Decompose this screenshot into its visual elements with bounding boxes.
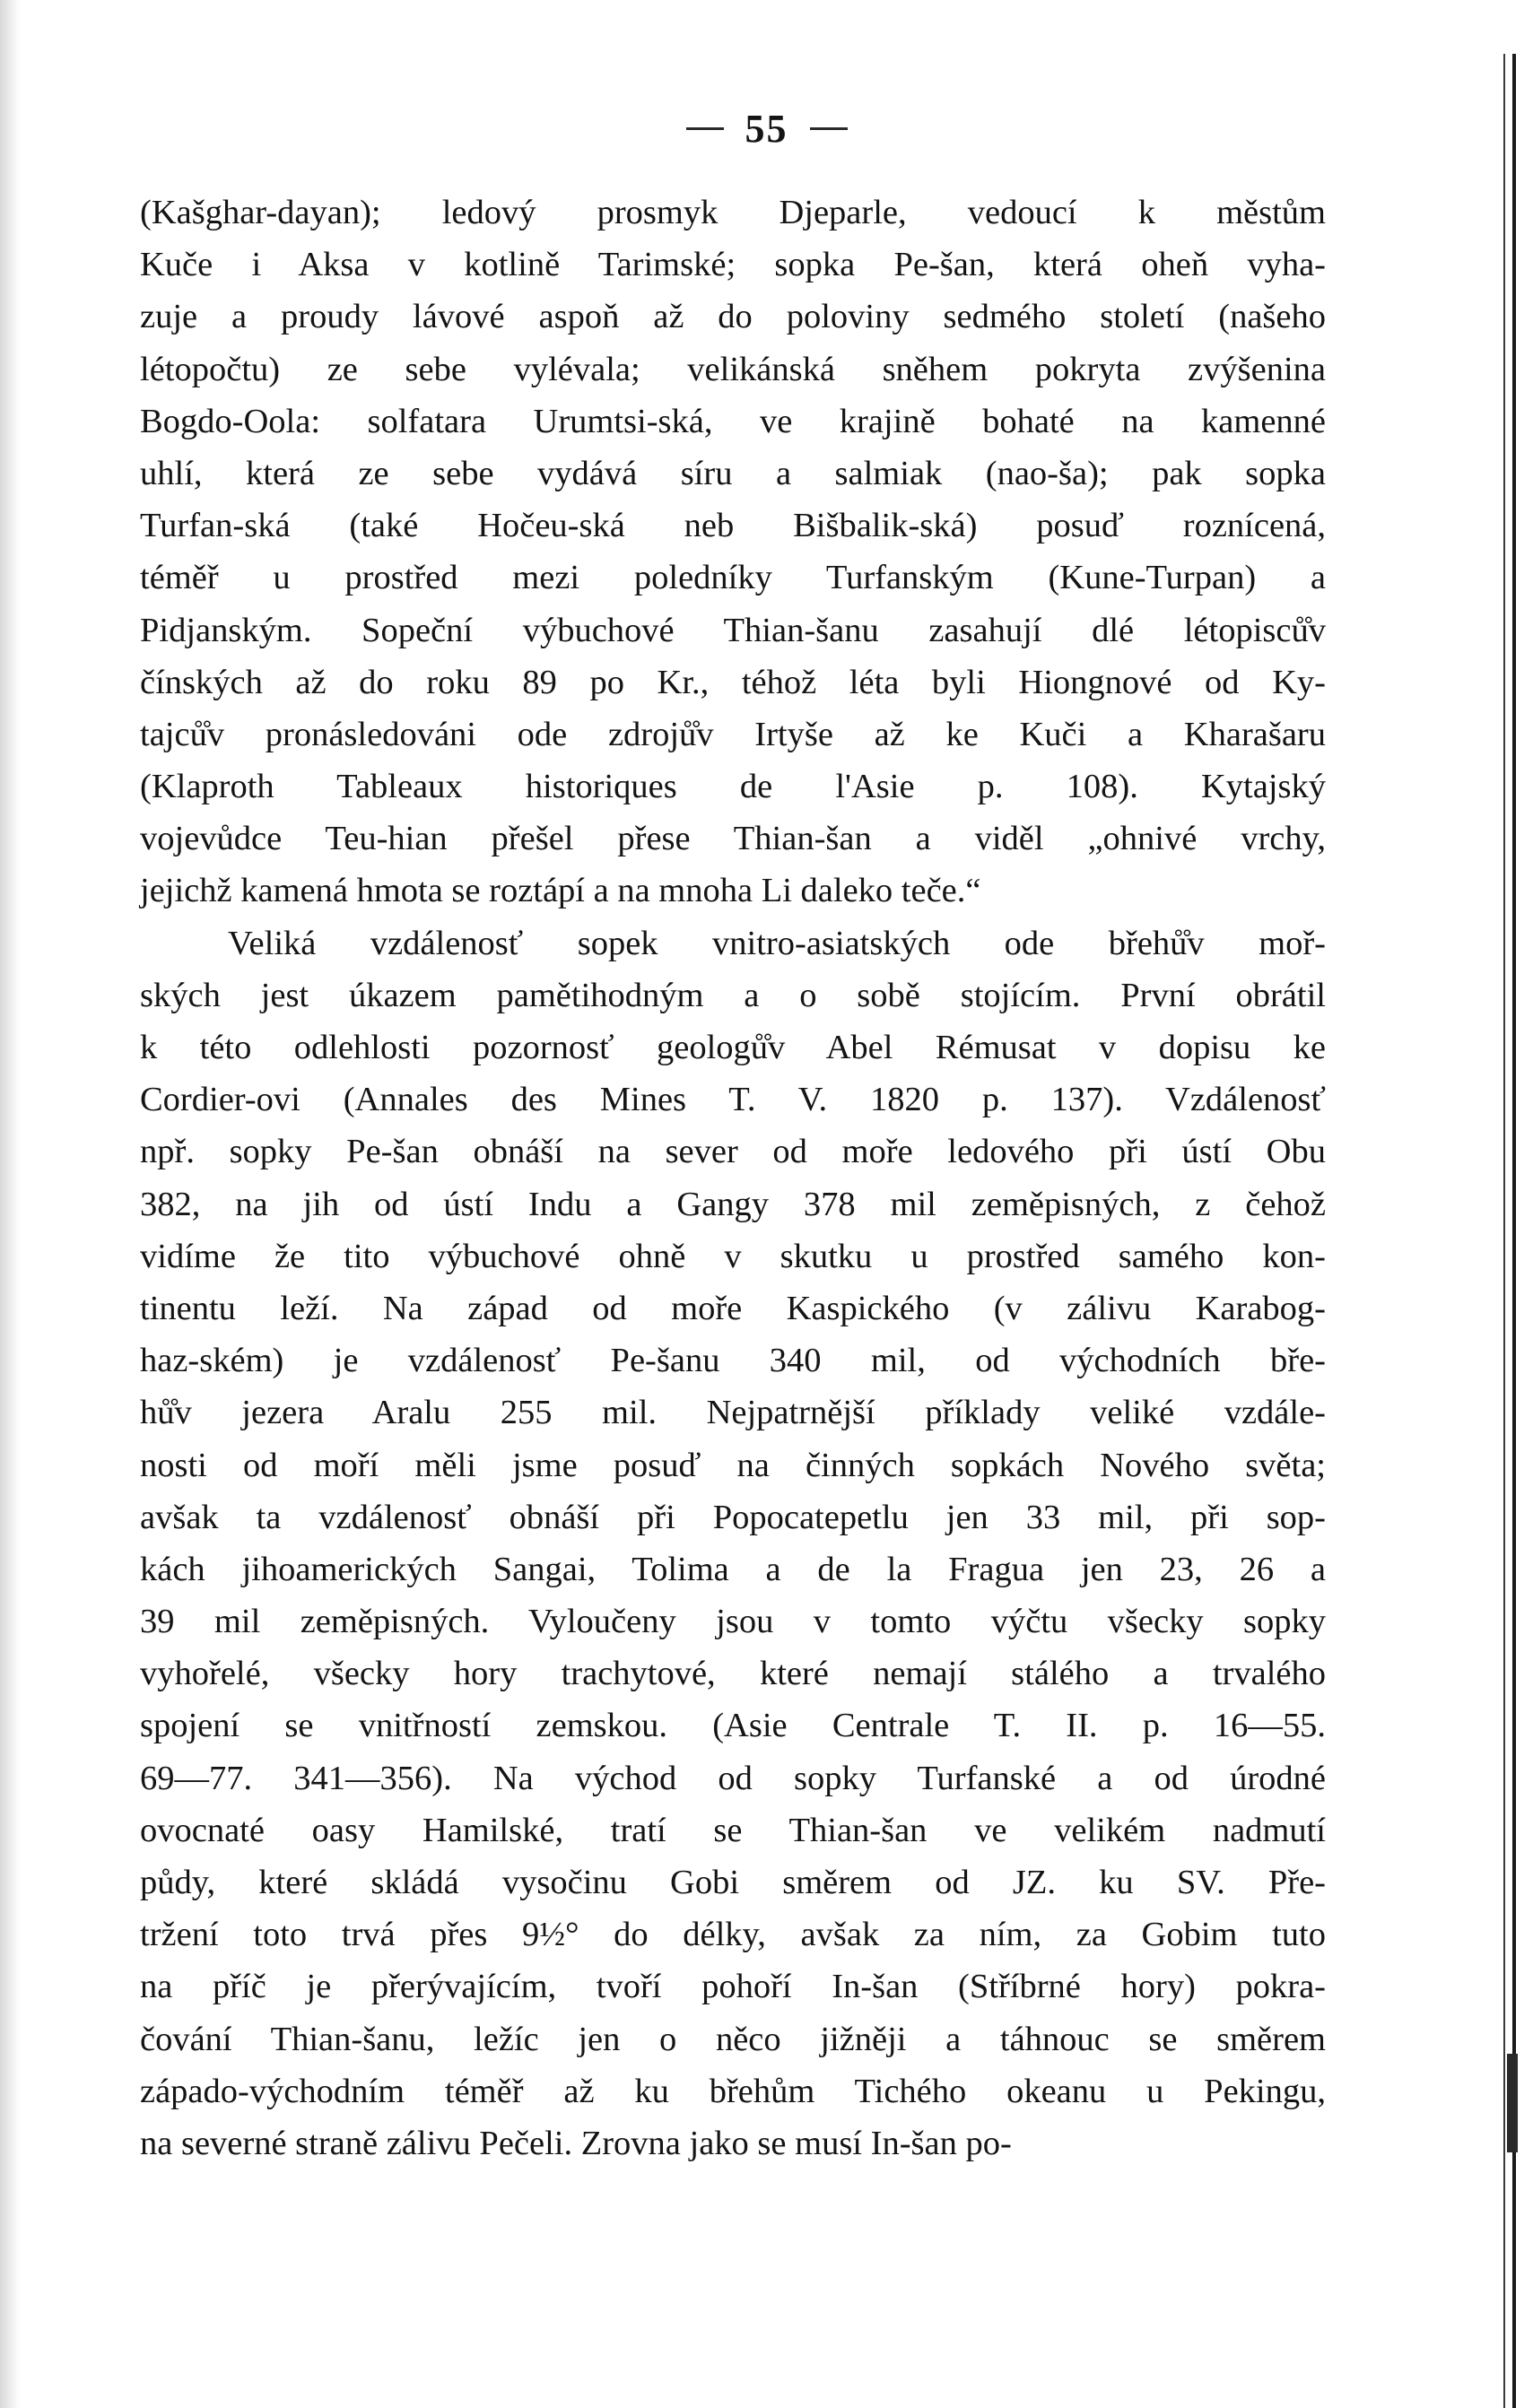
- text-line: npř. sopky Pe-šan obnáší na sever od moře ledového při ústí Obu: [140, 1133, 1326, 1171]
- text-line: čínských až do roku 89 po Kr., téhož léta byli Hiongnové od Ky-: [140, 663, 1326, 701]
- text-line: na severné straně zálivu Pečeli. Zrovna jako se musí In-šan po-: [140, 2124, 1012, 2162]
- page-header: [0, 106, 1533, 152]
- text-line: 382, na jih od ústí Indu a Gangy 378 mil zeměpisných, z čehož: [140, 1185, 1326, 1223]
- text-line: vojevůdce Teu-hian přešel přese Thian-šan a viděl „ohnivé vrchy,: [140, 820, 1326, 858]
- scan-edge-shadow: [0, 0, 20, 2408]
- text-line: uhlí, která ze sebe vydává síru a salmiak (nao-ša); pak sopka: [140, 454, 1326, 492]
- text-line: 39 mil zeměpisných. Vyloučeny jsou v tomto výčtu všecky sopky: [140, 1603, 1326, 1641]
- text-line: ských jest úkazem pamětihodným a o sobě stojícím. První obrátil: [140, 976, 1326, 1014]
- paragraph-1: [140, 187, 1326, 917]
- text-line: spojení se vnitřností zemskou. (Asie Centrale T. II. p. 16—55.: [140, 1707, 1326, 1745]
- text-line: čování Thian-šanu, ležíc jen o něco jižněji a táhnouc se směrem: [140, 2020, 1326, 2058]
- text-line: tinentu leží. Na západ od moře Kaspického (v zálivu Karabog-: [140, 1289, 1326, 1327]
- text-line: tajců̊v pronásledováni ode zdrojů̊v Irtyše až ke Kuči a Kharašaru: [140, 715, 1326, 753]
- text-line: kách jihoamerických Sangai, Tolima a de la Fragua jen 23, 26 a: [140, 1550, 1326, 1588]
- text-line: Veliká vzdálenosť sopek vnitro-asiatských ode břehů̊v moř-: [228, 924, 1326, 962]
- text-line: Turfan-ská (také Hočeu-ská neb Bišbalik-ská) posuď roznícená,: [140, 507, 1326, 545]
- page-border-inner: [1503, 54, 1505, 2408]
- text-line: Bogdo-Oola: solfatara Urumtsi-ská, ve krajině bohaté na kamenné: [140, 402, 1326, 440]
- text-line: nosti od moří měli jsme posuď na činných sopkách Nového světa;: [140, 1446, 1326, 1484]
- text-line: vyhořelé, všecky hory trachytové, které nemají stálého a trvalého: [140, 1655, 1326, 1693]
- text-line: k této odlehlosti pozornosť geologů̊v Abel Rémusat v dopisu ke: [140, 1029, 1326, 1066]
- text-line: létopočtu) ze sebe vylévala; velikánská sněhem pokryta zvýšenina: [140, 350, 1326, 388]
- text-line: (Kašghar-dayan); ledový prosmyk Djeparle, vedoucí k městům: [140, 194, 1326, 231]
- text-line: ovocnaté oasy Hamilské, tratí se Thian-šan ve velikém nadmutí: [140, 1811, 1326, 1849]
- body-text: [140, 187, 1326, 2169]
- text-line: jejichž kamená hmota se roztápí a na mnoha Li daleko teče.“: [140, 872, 981, 910]
- text-line: Kuče i Aksa v kotlině Tarimské; sopka Pe-šan, která oheň vyha-: [140, 246, 1326, 284]
- text-line: Cordier-ovi (Annales des Mines T. V. 1820 p. 137). Vzdálenosť: [140, 1081, 1326, 1119]
- page-number: 55: [745, 107, 788, 151]
- page-border-mark: [1507, 2054, 1518, 2152]
- text-line: (Klaproth Tableaux historiques de l'Asie p. 108). Kytajský: [140, 768, 1326, 806]
- text-line: půdy, které skládá vysočinu Gobi směrem od JZ. ku SV. Pře-: [140, 1864, 1326, 1901]
- text-line: hů̊v jezera Aralu 255 mil. Nejpatrnější příklady veliké vzdále-: [140, 1394, 1326, 1432]
- paragraph-2: [140, 917, 1326, 2170]
- header-dash-right: [810, 127, 848, 130]
- text-line: avšak ta vzdálenosť obnáší při Popocatepetlu jen 33 mil, při sop-: [140, 1498, 1326, 1536]
- text-line: tržení toto trvá přes 9½° do délky, avšak za ním, za Gobim tuto: [140, 1916, 1326, 1954]
- text-line: vidíme že tito výbuchové ohně v skutku u prostřed samého kon-: [140, 1237, 1326, 1275]
- text-line: téměř u prostřed mezi poledníky Turfanským (Kune-Turpan) a: [140, 559, 1326, 597]
- header-dash-left: [686, 127, 724, 130]
- text-line: zuje a proudy lávové aspoň až do poloviny sedmého století (našeho: [140, 298, 1326, 336]
- text-line: Pidjanským. Sopeční výbuchové Thian-šanu zasahují dlé létopisců̊v: [140, 611, 1326, 649]
- text-line: západo-východním téměř až ku břehům Tichého okeanu u Pekingu,: [140, 2072, 1326, 2110]
- text-line: na příč je přerývajícím, tvoří pohoří In-šan (Stříbrné hory) pokra-: [140, 1968, 1326, 2006]
- text-line: 69—77. 341—356). Na východ od sopky Turfanské a od úrodné: [140, 1759, 1326, 1797]
- text-line: haz-ském) je vzdálenosť Pe-šanu 340 mil, od východních bře-: [140, 1342, 1326, 1380]
